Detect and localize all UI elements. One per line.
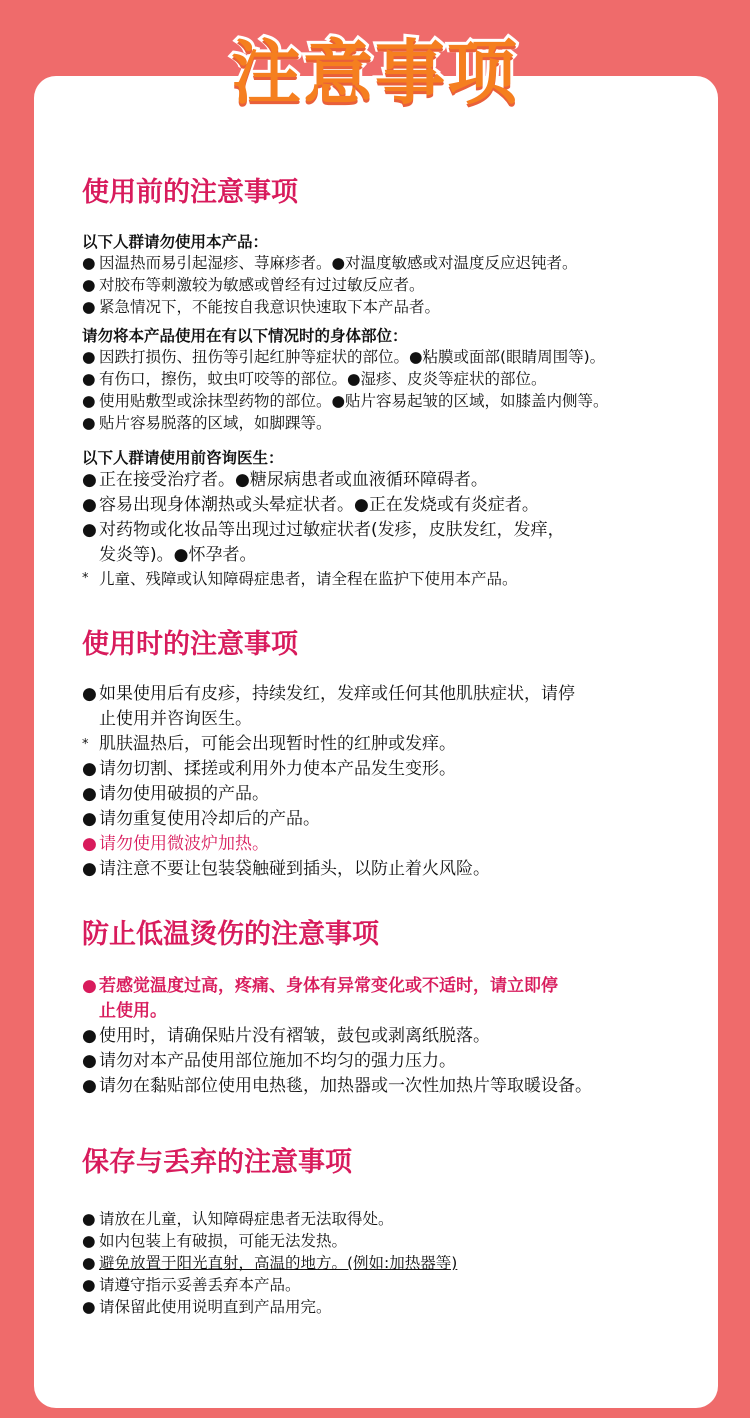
- bullet-icon: ●: [82, 684, 97, 704]
- warning-item: ● 请勿使用微波炉加热。: [82, 832, 692, 857]
- group-heading: 以下人群请使用前咨询医生：: [82, 449, 284, 467]
- list-item: ● 使用时，请确保贴片没有褶皱，鼓包或剥离纸脱落。: [82, 1024, 692, 1049]
- bullet-icon: ●: [82, 759, 97, 779]
- bullet-icon: ●: [82, 859, 97, 879]
- list-item: ● 对药物或化妆品等出现过过敏症状者(发疹，皮肤发红，发痒，: [82, 518, 692, 543]
- list-item: ● 请勿切割、揉搓或利用外力使本产品发生变形。: [82, 757, 692, 782]
- bullet-icon: ●: [82, 809, 97, 829]
- bullet-icon: ●: [82, 414, 96, 432]
- bullet-icon: ●: [82, 348, 96, 366]
- list-item-continued: 止使用并咨询医生。: [99, 709, 252, 729]
- bullet-icon: ●: [82, 1051, 97, 1071]
- bullet-icon: ●: [82, 1254, 96, 1272]
- asterisk-icon: *: [82, 737, 89, 752]
- list-item: ● 如果使用后有皮疹，持续发红，发痒或任何其他肌肤症状，请停: [82, 682, 692, 707]
- bullet-icon: ●: [82, 1026, 97, 1046]
- list-item: ● 请遵守指示妥善丢弃本产品。: [82, 1276, 301, 1294]
- list-item: ● 请保留此使用说明直到产品用完。: [82, 1298, 332, 1316]
- bullet-icon: ●: [82, 495, 97, 515]
- list-item: ● 请勿对本产品使用部位施加不均匀的强力压力。: [82, 1049, 692, 1074]
- section-burn-prevention: [82, 918, 692, 1099]
- bullet-icon: ●: [82, 976, 97, 996]
- list-item: ● 请勿在黏贴部位使用电热毯，加热器或一次性加热片等取暖设备。: [82, 1074, 692, 1099]
- section-storage-disposal: [82, 1146, 692, 1318]
- bullet-icon: ●: [82, 784, 97, 804]
- bullet-icon: ●: [82, 370, 96, 388]
- list-item: ● 正在接受治疗者。●糖尿病患者或血液循环障碍者。: [82, 468, 692, 493]
- warning-item: ● 若感觉温度过高，疼痛、身体有异常变化或不适时，请立即停: [82, 974, 692, 999]
- bullet-icon: ●: [82, 1076, 97, 1096]
- list-item: ● 如内包装上有破损，可能无法发热。: [82, 1232, 348, 1250]
- bullet-icon: ●: [82, 1298, 96, 1316]
- bullet-icon: ●: [82, 470, 97, 490]
- group-heading: 以下人群请勿使用本产品：: [82, 233, 269, 251]
- bullet-icon: ●: [82, 254, 96, 272]
- section-title: 防止低温烫伤的注意事项: [82, 919, 379, 950]
- list-item: ● 请勿使用破损的产品。: [82, 782, 692, 807]
- bullet-icon: ●: [82, 298, 96, 316]
- group-heading: 请勿将本产品使用在有以下情况时的身体部位：: [82, 327, 408, 345]
- page-title-text: 注意事项: [231, 32, 519, 114]
- section-during-use: [82, 628, 692, 882]
- list-item: ● 避免放置于阳光直射，高温的地方。(例如:加热器等): [82, 1254, 458, 1272]
- bullet-icon: ●: [82, 392, 96, 410]
- note-item: * 肌肤温热后，可能会出现暂时性的红肿或发痒。: [82, 732, 692, 757]
- list-item: ● 请勿重复使用冷却后的产品。: [82, 807, 692, 832]
- bullet-icon: ●: [82, 1276, 96, 1294]
- list-item: ● 对胶布等刺激较为敏感或曾经有过过敏反应者。: [82, 276, 425, 294]
- note-item: * 儿童、残障或认知障碍症患者，请全程在监护下使用本产品。: [82, 570, 518, 588]
- list-item: ● 贴片容易脱落的区域，如脚踝等。: [82, 414, 332, 432]
- list-item-continued: 发炎等)。●怀孕者。: [99, 545, 257, 565]
- section-before-use: [82, 176, 692, 590]
- bullet-icon: ●: [82, 834, 97, 854]
- section-title: 使用前的注意事项: [82, 177, 298, 208]
- list-item: ● 因温热而易引起湿疹、荨麻疹者。●对温度敏感或对温度反应迟钝者。: [82, 254, 578, 272]
- bullet-icon: ●: [82, 1232, 96, 1250]
- list-item: ● 使用贴敷型或涂抹型药物的部位。●贴片容易起皱的区域，如膝盖内侧等。: [82, 392, 609, 410]
- bullet-icon: ●: [82, 276, 96, 294]
- list-item: ● 因跌打损伤、扭伤等引起红肿等症状的部位。●粘膜或面部(眼睛周围等)。: [82, 348, 606, 366]
- warning-item-continued: 止使用。: [99, 1001, 167, 1021]
- list-item: ● 容易出现身体潮热或头晕症状者。●正在发烧或有炎症者。: [82, 493, 692, 518]
- bullet-icon: ●: [82, 1210, 96, 1228]
- page-title: [0, 28, 750, 118]
- section-title: 使用时的注意事项: [82, 629, 298, 660]
- asterisk-icon: *: [82, 571, 89, 586]
- section-title: 保存与丢弃的注意事项: [82, 1147, 352, 1178]
- list-item: ● 紧急情况下，不能按自我意识快速取下本产品者。: [82, 298, 441, 316]
- list-item: ● 请放在儿童，认知障碍症患者无法取得处。: [82, 1210, 394, 1228]
- list-item: ● 请注意不要让包装袋触碰到插头，以防止着火风险。: [82, 857, 692, 882]
- bullet-icon: ●: [82, 520, 97, 540]
- list-item: ● 有伤口，擦伤，蚊虫叮咬等的部位。●湿疹、皮炎等症状的部位。: [82, 370, 547, 388]
